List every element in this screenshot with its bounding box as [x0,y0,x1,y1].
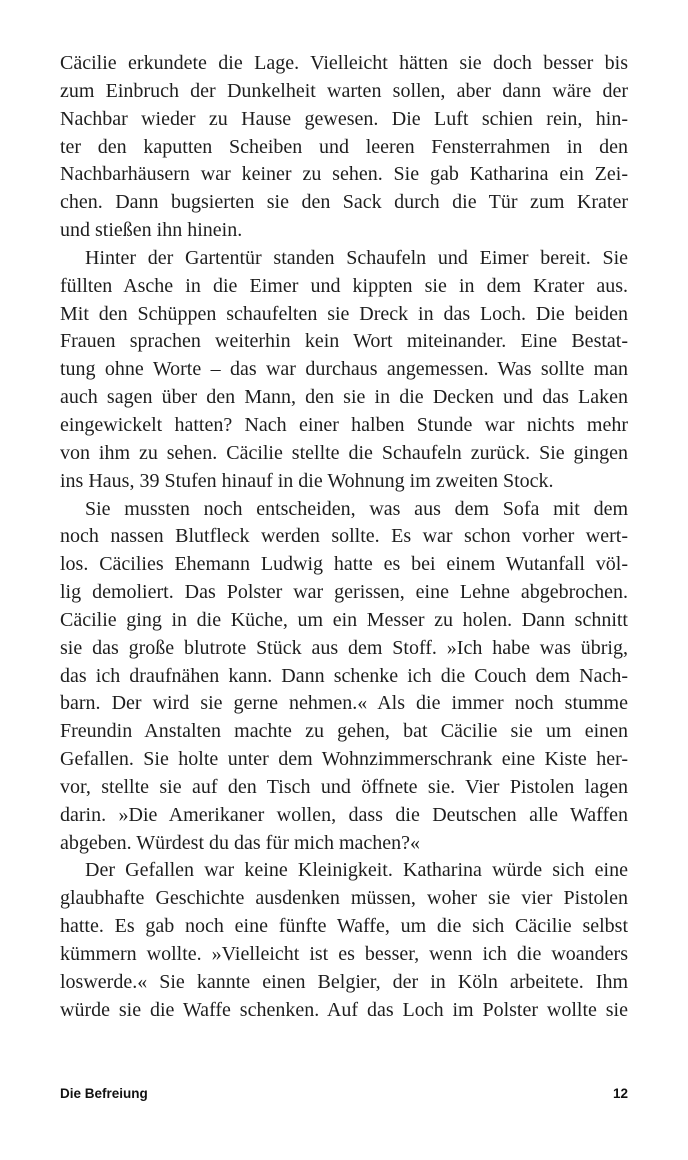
text-line: das ich draufnähen kann. Dann schenke ich die Couch dem Nach- [60,664,628,687]
text-line: noch nassen Blutfleck werden sollte. Es war schon vorher wert- [60,525,628,548]
text-line: und stießen ihn hinein. [60,219,243,242]
text-line: eingewickelt hatten? Nach einer halben Stunde war nichts mehr [60,413,628,436]
text-line: abgeben. Würdest du das für mich machen?« [60,831,421,854]
paragraph [60,245,628,496]
paragraph [60,496,628,858]
body-text [60,50,628,1025]
text-line: würde sie die Waffe schenken. Auf das Loch im Polster wollte sie [60,998,628,1021]
page-footer [60,1086,628,1101]
page-number: 12 [612,1086,628,1101]
text-line: Cäcilie erkundete die Lage. Vielleicht hätten sie doch besser bis [60,52,628,74]
text-line: Frauen sprachen weiterhin kein Wort miteinander. Eine Bestat- [60,330,628,353]
text-line: Cäcilie ging in die Küche, um ein Messer zu holen. Dann schnitt [60,608,628,631]
text-line: Nachbarhäusern war keiner zu sehen. Sie gab Katharina ein Zei- [60,163,628,186]
paragraph [60,50,628,245]
text-line: kümmern wollte. »Vielleicht ist es besser, wenn ich die woanders [60,943,628,965]
text-line: barn. Der wird sie gerne nehmen.« Als die immer noch stumme [60,692,628,715]
text-line: los. Cäcilies Ehemann Ludwig hatte es bei einem Wutanfall völ- [60,553,628,576]
text-line: tung ohne Worte – das war durchaus angemessen. Was sollte man [60,358,628,381]
text-line: hatte. Es gab noch eine fünfte Waffe, um die sich Cäcilie selbst [60,915,628,938]
text-line: Sie mussten noch entscheiden, was aus dem Sofa mit dem [85,497,628,520]
text-line: Nachbar wieder zu Hause gewesen. Die Luft schien rein, hin- [60,107,628,130]
text-line: darin. »Die Amerikaner wollen, dass die Deutschen alle Waffen [60,803,628,826]
text-line: chen. Dann bugsierten sie den Sack durch die Tür zum Krater [60,191,628,214]
text-line: füllten Asche in die Eimer und kippten sie in dem Krater aus. [60,274,628,297]
text-line: zum Einbruch der Dunkelheit warten sollen, aber dann wäre der [60,79,628,102]
text-line: Mit den Schüppen schaufelten sie Dreck in das Loch. Die beiden [60,302,628,325]
text-line: glaubhafte Geschichte ausdenken müssen, woher sie vier Pistolen [60,887,628,910]
text-line: Freundin Anstalten machte zu gehen, bat Cäcilie sie um einen [60,720,628,743]
text-line: vor, stellte sie auf den Tisch und öffnete sie. Vier Pistolen lagen [60,775,628,798]
text-line: auch sagen über den Mann, den sie in die Decken und das Laken [60,386,628,409]
text-line: sie das große blutrote Stück aus dem Stoff. »Ich habe was übrig, [60,636,628,659]
text-line: loswerde.« Sie kannte einen Belgier, der in Köln arbeitete. Ihm [60,970,628,993]
paragraph [60,857,628,1024]
text-line: von ihm zu sehen. Cäcilie stellte die Schaufeln zurück. Sie gingen [60,441,628,464]
text-line: Der Gefallen war keine Kleinigkeit. Katharina würde sich eine [85,859,628,882]
chapter-title: Die Befreiung [60,1086,148,1101]
text-line: ins Haus, 39 Stufen hinauf in die Wohnung im zweiten Stock. [60,469,554,492]
text-line: Gefallen. Sie holte unter dem Wohnzimmerschrank eine Kiste her- [60,748,628,771]
text-line: lig demoliert. Das Polster war gerissen, eine Lehne abgebrochen. [60,581,628,604]
text-line: ter den kaputten Scheiben und leeren Fensterrahmen in den [60,135,628,158]
text-line: Hinter der Gartentür standen Schaufeln und Eimer bereit. Sie [85,246,628,269]
